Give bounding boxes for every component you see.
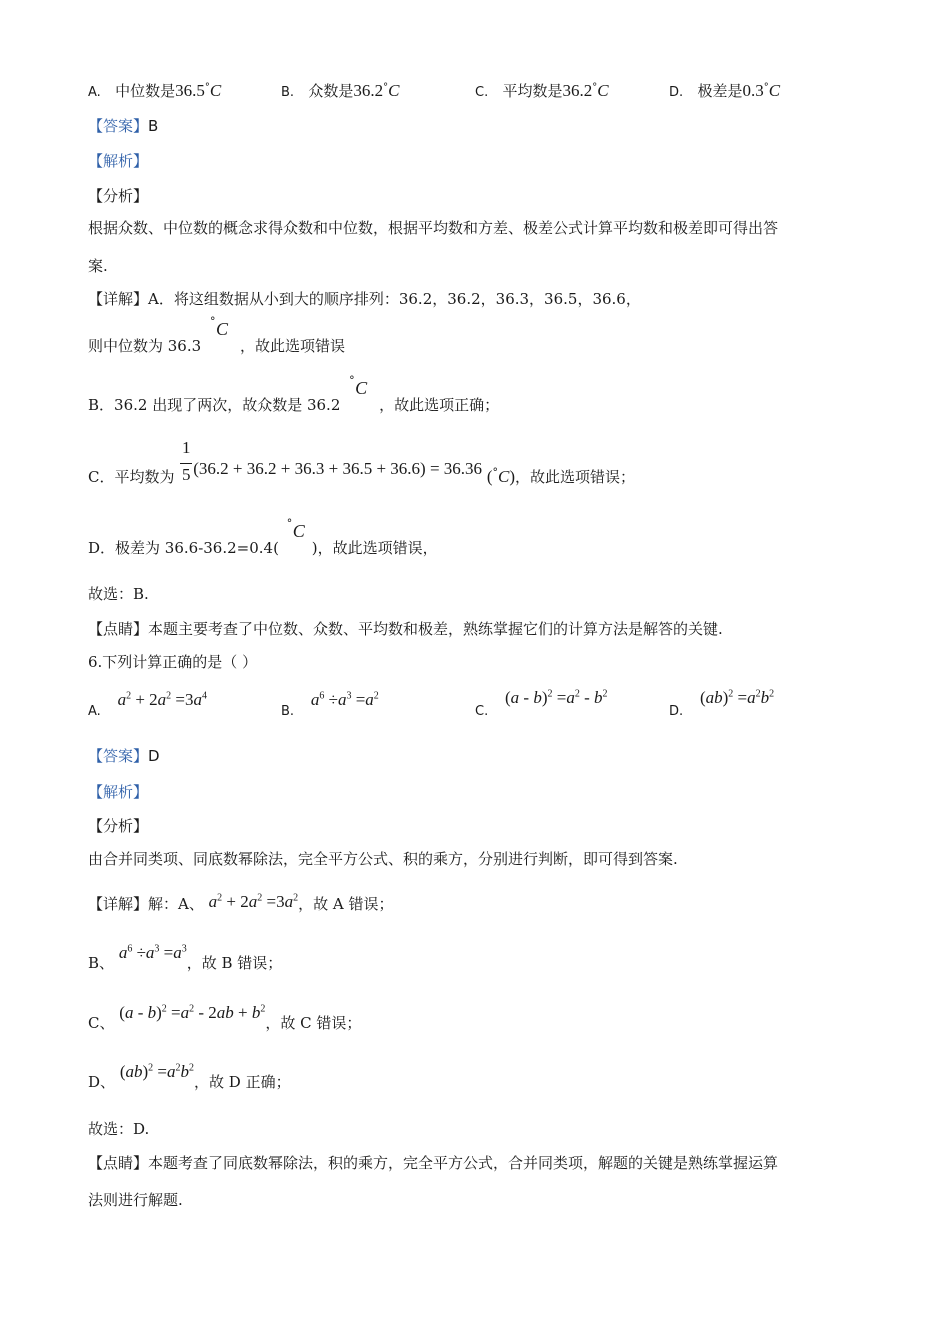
q5-detail-d: D．极差为 36.6-36.2=0.4( ° C )，故此选项错误， [88, 517, 438, 557]
fraction-bar [180, 463, 192, 464]
q6-option-a: A. $a^2 + 2a^2 =3a^4$ [88, 690, 208, 719]
q5-option-b: B. 众数是36.2°C [281, 81, 400, 100]
q5-option-a: A. 中位数是36.5°C [88, 81, 222, 100]
q6-dianjing-1: 【点睛】本题考查了同底数幂除法，积的乘方，完全平方公式，合并同类项，解题的关键是熟练掌握运算 [88, 1154, 779, 1172]
degree-mark: ° [209, 315, 216, 328]
q6-option-b: B. $a^6 \div a^3 =a^2$ [281, 690, 379, 719]
celsius-unit: C [215, 319, 228, 339]
q5-option-c: C. 平均数是36.2°C [475, 81, 609, 100]
q5-detail-c: C．平均数为 $\frac{1}{5}$ (36.2 + 36.2 + 36.3 + 36.5 + 36.6) = 36.36 (°C)，故此选项错误； [88, 438, 636, 486]
q6-choice: 故选：D. [88, 1120, 150, 1138]
q6-dianjing-2: 法则进行解题. [88, 1191, 183, 1209]
q5-detail-a: 【详解】A．将这组数据从小到大的顺序排列：36.2，36.2，36.3，36.5，36.6， [88, 290, 641, 308]
celsius-unit: C [292, 521, 305, 541]
q5-choice: 故选：B. [88, 585, 149, 603]
degree-mark: ° [349, 374, 355, 387]
q6-detail-b: B、 $a^6 \div a^3 =a^3$，故 B 错误； [88, 943, 283, 972]
q5-dianjing: 【点睛】本题主要考查了中位数、众数、平均数和极差，熟练掌握它们的计算方法是解答的关键. [88, 620, 723, 638]
degree-mark: ° [286, 517, 293, 530]
q5-detail-b: B．36.2 出现了两次，故众数是 36.2 ° C ，故此选项正确； [88, 374, 500, 414]
q5-fenxi-text-2: 案. [88, 257, 108, 275]
q5-answer: 【答案】B [88, 117, 159, 135]
q5-fenxi-label: 【分析】 [88, 187, 149, 205]
q6-detail-c: C、 $(a - b)^2 =a^2 - 2ab + b^2$，故 C 错误； [88, 1003, 362, 1032]
q5-detail-median: 则中位数为 36.3 ° C ，故此选项错误 [88, 315, 345, 355]
celsius-unit: C [355, 378, 368, 398]
q5-option-d: D. 极差是0.3°C [669, 81, 781, 100]
q6-option-c: C. $(a - b)^2 =a^2 - b^2$ [475, 688, 608, 719]
q5-jiexi-label: 【解析】 [88, 152, 149, 170]
q6-option-d: D. $(ab)^2 =a^2b^2$ [669, 688, 775, 719]
q6-jiexi-label: 【解析】 [88, 783, 149, 801]
q6-detail-a: 【详解】解：A、 $a^2 + 2a^2 =3a^2$，故 A 错误； [88, 892, 394, 913]
q6-detail-d: D、 $(ab)^2 =a^2b^2$，故 D 正确； [88, 1062, 291, 1091]
q5-fenxi-text-1: 根据众数、中位数的概念求得众数和中位数，根据平均数和方差、极差公式计算平均数和极差即可得出答 [88, 219, 779, 237]
fraction-denominator: 5 [182, 465, 191, 484]
q6-fenxi-text: 由合并同类项、同底数幂除法，完全平方公式、积的乘方，分别进行判断，即可得到答案. [88, 850, 678, 868]
fraction-numerator: 1 [182, 438, 191, 457]
q6-question: 6.下列计算正确的是（ ） [88, 653, 258, 671]
q6-answer: 【答案】D [88, 747, 160, 765]
q6-fenxi-label: 【分析】 [88, 817, 149, 835]
